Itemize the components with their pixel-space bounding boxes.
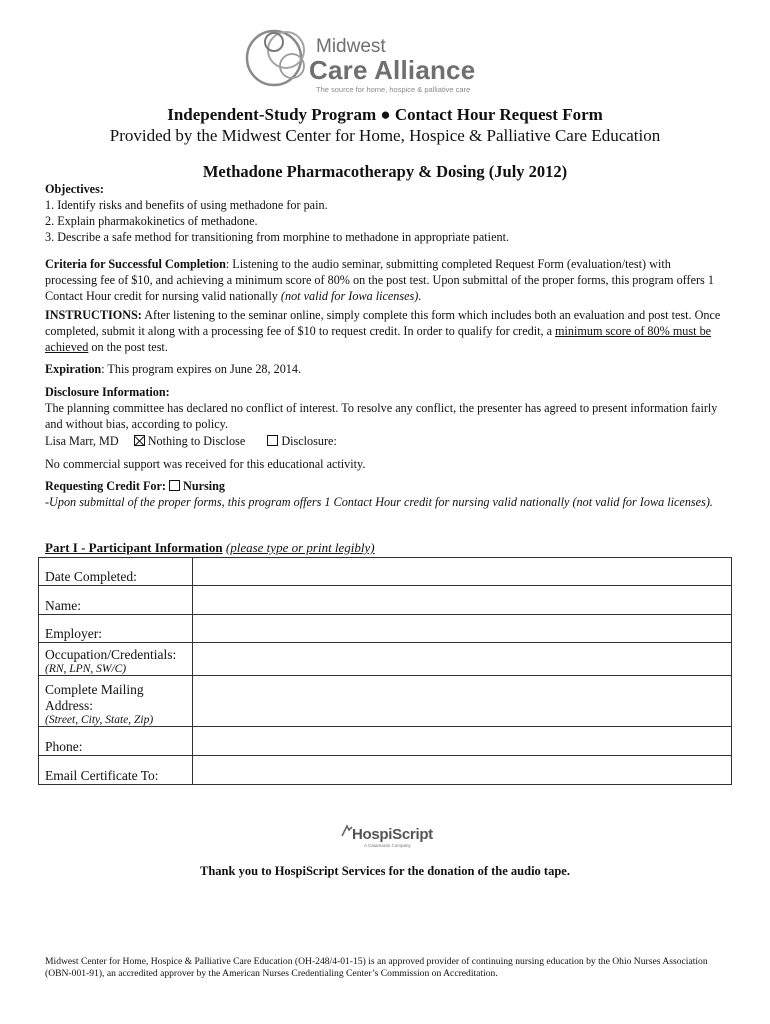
nursing-checkbox[interactable] [169,480,180,491]
presenter-name: Lisa Marr, MD [45,434,119,448]
table-row [39,756,732,785]
occupation-label: Occupation/Credentials: [45,647,177,662]
table-row [39,676,732,727]
logo-line1: Midwest [316,36,386,57]
part1-heading-row [45,540,725,556]
expiration-label: Expiration [45,362,102,376]
credit-note: -Upon submittal of the proper forms, this program offers 1 Contact Hour credit for nursing valid nationally (not valid for Iowa licenses). [45,495,713,509]
address-hint: (Street, City, State, Zip) [45,714,154,726]
instructions-underlined: minimum score of 80% must be achieved [45,324,712,354]
thanks-line: Thank you to HospiScript Services for the donation of the audio tape. [200,864,570,878]
email-field[interactable] [193,756,732,785]
row-label [39,676,193,727]
table-row [39,643,732,676]
logo-line2: Care Alliance [309,55,476,85]
logo-tagline: The source for home, hospice & palliative care [316,85,471,94]
criteria-note: (not valid for Iowa licenses). [280,289,422,303]
objectives-section [45,181,725,245]
table-row [39,615,732,643]
nothing-to-disclose-checkbox[interactable] [134,435,145,446]
criteria-paragraph [45,256,725,304]
nursing-label: Nursing [183,479,226,493]
part1-heading: Part I - Participant Information [45,540,223,555]
row-label: Date Completed: [39,558,193,586]
instructions-paragraph [45,307,725,355]
occupation-field[interactable] [193,643,732,676]
phone-field[interactable] [193,727,732,756]
row-label: Employer: [39,615,193,643]
accreditation-footer: Midwest Center for Home, Hospice & Palliative Care Education (OH-248/4-01-15) is an approved provider of continuing nursing education by the Ohio Nurses Association (OBN-001-91), an accredited approver by the American Nurses Credentialing Center’s Commission on Accreditation. [45,956,708,979]
table-row [39,558,732,586]
credit-section [45,478,725,510]
disclosure-text: The planning committee has declared no conflict of interest. To resolve any conflict, the presenter has agreed to present information fairly and without bias, according to policy. [45,401,718,431]
objective-item: 2. Explain pharmakokinetics of methadone. [45,214,258,228]
instructions-tail: on the post test. [88,340,168,354]
expiration-line [45,361,725,377]
address-field[interactable] [193,676,732,727]
employer-field[interactable] [193,615,732,643]
hospiscript-mark-icon [340,824,354,838]
hospiscript-tagline: A Catamaran Company [364,843,411,848]
objectives-label: Objectives: [45,182,104,196]
row-label: Phone: [39,727,193,756]
part1-hint: (please type or print legibly) [225,540,375,555]
occupation-hint: (RN, LPN, SW/C) [45,663,127,675]
nothing-to-disclose-label: Nothing to Disclose [147,434,246,448]
date-completed-field[interactable] [193,558,732,586]
provider-line: Provided by the Midwest Center for Home, Hospice & Palliative Care Education [109,126,661,145]
criteria-text: : Listening to the audio seminar, submitting completed Request Form (evaluation/test) with processing fee of $10, and achieving a minimum score of 80% on the post test. Upon submittal of the proper forms, this program offers 1 Contact Hour credit for nursing valid nationally [45,257,714,303]
objective-item: 3. Describe a safe method for transitioning from morphine to methadone in appropriate patient. [45,230,509,244]
credit-label: Requesting Credit For: [45,479,166,493]
disclosure-checkbox[interactable] [267,435,278,446]
address-label: Complete Mailing Address: [45,682,144,713]
participant-info-table [38,557,732,785]
credit-row [45,478,725,494]
instructions-text: After listening to the seminar online, simply complete this form which includes both an evaluation and post test. Once completed, submit it along with a processing fee of $10 to request credit. In order to qualify for credit, a [45,308,721,338]
table-row [39,586,732,615]
hospiscript-name: HospiScript [352,826,433,843]
row-label [39,643,193,676]
name-field[interactable] [193,586,732,615]
criteria-label: Criteria for Successful Completion [45,257,226,271]
disclosure-label: Disclosure Information: [45,385,170,399]
disclosure-checkbox-label: Disclosure: [281,434,337,448]
expiration-text: : This program expires on June 28, 2014. [101,362,302,376]
hospiscript-logo [342,826,433,848]
row-label: Email Certificate To: [39,756,193,785]
presenter-row [45,433,725,449]
instructions-label: INSTRUCTIONS: [45,308,142,322]
table-row [39,727,732,756]
commercial-support-line: No commercial support was received for this educational activity. [45,457,366,471]
row-label: Name: [39,586,193,615]
objective-item: 1. Identify risks and benefits of using methadone for pain. [45,198,328,212]
course-title: Methadone Pharmacotherapy & Dosing (July 2012) [202,162,568,181]
disclosure-section [45,384,725,449]
form-title: Independent-Study Program ● Contact Hour Request Form [167,105,603,124]
